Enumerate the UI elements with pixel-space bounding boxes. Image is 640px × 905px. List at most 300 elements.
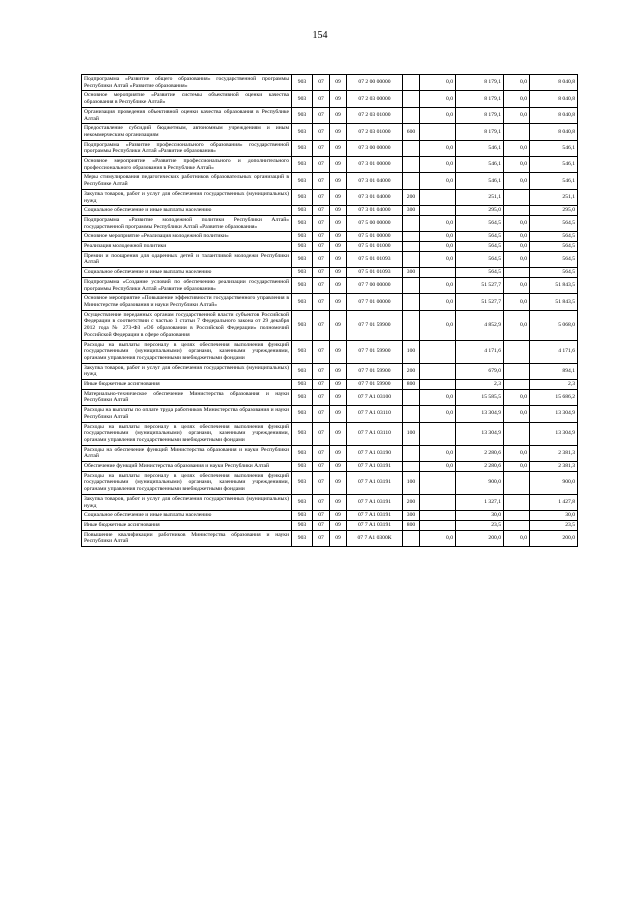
amount-3: 0,0 [504,310,530,340]
amount-4: 564,5 [530,215,578,231]
amount-4: 564,5 [530,232,578,242]
amount-2: 546,1 [456,157,504,173]
subsection-code: 09 [330,157,347,173]
target-code: 07 7 01 59900 [347,363,403,379]
amount-2: 15 585,5 [456,389,504,405]
expense-type-code: 200 [403,494,420,510]
amount-3: 0,0 [504,530,530,546]
amount-1: 0,0 [420,140,456,156]
amount-2: 564,5 [456,232,504,242]
expense-type-code [403,445,420,461]
amount-2: 546,1 [456,173,504,189]
target-code: 07 7 A1 03110 [347,406,403,422]
admin-code: 903 [292,294,313,310]
amount-2: 4 852,9 [456,310,504,340]
table-row [82,310,578,340]
amount-2: 8 179,1 [456,75,504,91]
section-code: 07 [313,268,330,278]
amount-1 [420,494,456,510]
row-name: Основное мероприятие «Повышение эффективности государственного управления в Министерстве образования и науки Республики Алтай» [82,294,292,310]
admin-code: 903 [292,277,313,293]
admin-code: 903 [292,107,313,123]
section-code: 07 [313,232,330,242]
admin-code: 903 [292,206,313,216]
subsection-code: 09 [330,189,347,205]
amount-2: 4 171,6 [456,340,504,363]
subsection-code: 09 [330,389,347,405]
expense-type-code: 200 [403,363,420,379]
admin-code: 903 [292,363,313,379]
target-code: 07 7 A1 03190 [347,445,403,461]
admin-code: 903 [292,91,313,107]
target-code: 07 3 01 04000 [347,189,403,205]
section-code: 07 [313,310,330,340]
subsection-code: 09 [330,511,347,521]
amount-2: 13 304,9 [456,406,504,422]
table-row [82,406,578,422]
admin-code: 903 [292,406,313,422]
expense-type-code [403,75,420,91]
table-row [82,91,578,107]
table-row [82,277,578,293]
budget-table [81,74,578,547]
amount-1: 0,0 [420,277,456,293]
row-name: Повышение квалификации работников Министерства образования и науки Республики Алтай [82,530,292,546]
amount-2: 2,3 [456,380,504,390]
amount-4: 2 381,3 [530,462,578,472]
admin-code: 903 [292,422,313,445]
amount-3: 0,0 [504,445,530,461]
amount-3 [504,422,530,445]
expense-type-code [403,294,420,310]
target-code: 07 7 A1 03100 [347,389,403,405]
section-code: 07 [313,389,330,405]
subsection-code: 09 [330,530,347,546]
row-name: Подпрограмма «Создание условий по обеспечению реализации государственной программы Республики Алтай «Развитие образования» [82,277,292,293]
expense-type-code [403,91,420,107]
amount-4: 8 040,8 [530,107,578,123]
section-code: 07 [313,462,330,472]
table-row [82,206,578,216]
admin-code: 903 [292,530,313,546]
amount-1 [420,206,456,216]
admin-code: 903 [292,189,313,205]
amount-4: 251,1 [530,189,578,205]
target-code: 07 5 01 01093 [347,268,403,278]
section-code: 07 [313,511,330,521]
subsection-code: 09 [330,380,347,390]
amount-1: 0,0 [420,530,456,546]
page-number: 154 [312,30,328,41]
row-name: Меры стимулирования педагогических работников образовательных организаций в Республике Алтай [82,173,292,189]
section-code: 07 [313,277,330,293]
amount-1: 0,0 [420,242,456,252]
row-name: Социальное обеспечение и иные выплаты населению [82,268,292,278]
amount-2: 2 280,6 [456,462,504,472]
row-name: Социальное обеспечение и иные выплаты населению [82,511,292,521]
amount-4: 51 843,5 [530,277,578,293]
admin-code: 903 [292,445,313,461]
table-row [82,494,578,510]
expense-type-code: 300 [403,268,420,278]
table-row [82,242,578,252]
expense-type-code [403,157,420,173]
amount-2: 295,0 [456,206,504,216]
expense-type-code [403,406,420,422]
expense-type-code [403,251,420,267]
amount-3 [504,511,530,521]
target-code: 07 7 01 59900 [347,380,403,390]
amount-2: 8 179,1 [456,91,504,107]
amount-4: 15 686,2 [530,389,578,405]
section-code: 07 [313,124,330,140]
target-code: 07 7 01 59900 [347,310,403,340]
amount-3 [504,363,530,379]
amount-4: 200,0 [530,530,578,546]
amount-2: 564,5 [456,268,504,278]
amount-2: 30,0 [456,511,504,521]
admin-code: 903 [292,340,313,363]
admin-code: 903 [292,380,313,390]
amount-1: 0,0 [420,107,456,123]
table-row [82,380,578,390]
amount-4: 564,5 [530,242,578,252]
table-row [82,462,578,472]
amount-2: 546,1 [456,140,504,156]
expense-type-code: 100 [403,422,420,445]
amount-2: 2 280,6 [456,445,504,461]
target-code: 07 2 00 00000 [347,75,403,91]
subsection-code: 09 [330,242,347,252]
amount-1 [420,511,456,521]
amount-1: 0,0 [420,445,456,461]
amount-3 [504,471,530,494]
row-name: Закупка товаров, работ и услуг для обеспечения государственных (муниципальных) нужд [82,494,292,510]
target-code: 07 5 01 00000 [347,232,403,242]
amount-4: 13 304,9 [530,422,578,445]
amount-1: 0,0 [420,91,456,107]
expense-type-code [403,462,420,472]
table-row [82,530,578,546]
subsection-code: 09 [330,445,347,461]
table-row [82,294,578,310]
subsection-code: 09 [330,232,347,242]
subsection-code: 09 [330,91,347,107]
amount-3 [504,520,530,530]
amount-3: 0,0 [504,173,530,189]
amount-1 [420,422,456,445]
row-name: Расходы на выплаты по оплате труда работников Министерства образования и науки Республики Алтай [82,406,292,422]
subsection-code: 09 [330,124,347,140]
amount-3: 0,0 [504,107,530,123]
expense-type-code: 200 [403,189,420,205]
target-code: 07 3 01 04000 [347,173,403,189]
table-row [82,173,578,189]
target-code: 07 7 01 00000 [347,294,403,310]
target-code: 07 5 00 00000 [347,215,403,231]
amount-1: 0,0 [420,462,456,472]
admin-code: 903 [292,124,313,140]
admin-code: 903 [292,310,313,340]
table-row [82,471,578,494]
expense-type-code: 800 [403,520,420,530]
amount-3: 0,0 [504,406,530,422]
amount-3: 0,0 [504,91,530,107]
row-name: Подпрограмма «Развитие общего образования» государственной программы Республики Алтай «Развитие образования» [82,75,292,91]
amount-4: 546,1 [530,157,578,173]
amount-2: 8 179,1 [456,124,504,140]
subsection-code: 09 [330,107,347,123]
amount-3 [504,206,530,216]
section-code: 07 [313,91,330,107]
amount-2: 13 304,9 [456,422,504,445]
row-name: Подпрограмма «Развитие профессионального образования» государственной программы Республики Алтай «Развитие образования» [82,140,292,156]
amount-3 [504,380,530,390]
amount-3 [504,268,530,278]
row-name: Основное мероприятие «Реализация молодежной политики» [82,232,292,242]
amount-3: 0,0 [504,294,530,310]
section-code: 07 [313,140,330,156]
target-code: 07 7 00 00000 [347,277,403,293]
admin-code: 903 [292,389,313,405]
table-row [82,422,578,445]
subsection-code: 09 [330,494,347,510]
table-row [82,268,578,278]
target-code: 07 2 03 01000 [347,107,403,123]
expense-type-code: 800 [403,380,420,390]
amount-1 [420,268,456,278]
row-name: Осуществление переданных органам государственной власти субъектов Российской Федерации в соответствии с частью 1 статьи 7 Федерального закона от 29 декабря 2012 года № 273-ФЗ «Об образовании в Российской Федерации» полномочий Российской Федерации в сфере образования [82,310,292,340]
target-code: 07 3 01 04000 [347,206,403,216]
subsection-code: 09 [330,75,347,91]
amount-1 [420,363,456,379]
admin-code: 903 [292,494,313,510]
row-name: Иные бюджетные ассигнования [82,520,292,530]
subsection-code: 09 [330,520,347,530]
expense-type-code [403,140,420,156]
section-code: 07 [313,406,330,422]
admin-code: 903 [292,471,313,494]
section-code: 07 [313,380,330,390]
expense-type-code [403,310,420,340]
amount-2: 200,0 [456,530,504,546]
row-name: Предоставление субсидий бюджетным, автономным учреждениям и иным некоммерческим организациям [82,124,292,140]
admin-code: 903 [292,242,313,252]
subsection-code: 09 [330,268,347,278]
section-code: 07 [313,294,330,310]
expense-type-code [403,215,420,231]
admin-code: 903 [292,215,313,231]
amount-4: 546,1 [530,173,578,189]
expense-type-code: 100 [403,471,420,494]
admin-code: 903 [292,140,313,156]
row-name: Реализация молодежной политики [82,242,292,252]
section-code: 07 [313,189,330,205]
section-code: 07 [313,75,330,91]
target-code: 07 7 A1 03191 [347,471,403,494]
table-row [82,107,578,123]
target-code: 07 5 01 01093 [347,251,403,267]
amount-3: 0,0 [504,157,530,173]
amount-3: 0,0 [504,462,530,472]
amount-1 [420,124,456,140]
section-code: 07 [313,242,330,252]
amount-4: 4 171,6 [530,340,578,363]
row-name: Премии и поощрения для одаренных детей и талантливой молодежи Республики Алтай [82,251,292,267]
expense-type-code: 100 [403,340,420,363]
amount-3 [504,124,530,140]
subsection-code: 09 [330,340,347,363]
amount-4: 8 040,8 [530,75,578,91]
table-row [82,445,578,461]
target-code: 07 2 03 01000 [347,124,403,140]
amount-4: 5 068,0 [530,310,578,340]
target-code: 07 7 01 59900 [347,340,403,363]
amount-4: 8 040,8 [530,91,578,107]
table-row [82,511,578,521]
amount-4: 2,3 [530,380,578,390]
subsection-code: 09 [330,206,347,216]
amount-2: 23,5 [456,520,504,530]
amount-1: 0,0 [420,215,456,231]
amount-4: 564,5 [530,268,578,278]
amount-2: 8 179,1 [456,107,504,123]
table-row [82,520,578,530]
amount-1: 0,0 [420,389,456,405]
amount-3: 0,0 [504,242,530,252]
table-row [82,189,578,205]
expense-type-code: 300 [403,206,420,216]
admin-code: 903 [292,232,313,242]
expense-type-code [403,107,420,123]
amount-1: 0,0 [420,75,456,91]
section-code: 07 [313,251,330,267]
table-row [82,140,578,156]
amount-4: 2 381,3 [530,445,578,461]
table-row [82,232,578,242]
amount-4: 30,0 [530,511,578,521]
amount-3: 0,0 [504,232,530,242]
amount-4: 13 304,9 [530,406,578,422]
amount-3: 0,0 [504,389,530,405]
amount-4: 546,1 [530,140,578,156]
table-row [82,363,578,379]
row-name: Обеспечение функций Министерства образования и науки Республики Алтай [82,462,292,472]
amount-4: 900,0 [530,471,578,494]
table-row [82,75,578,91]
target-code: 07 3 01 00000 [347,157,403,173]
admin-code: 903 [292,268,313,278]
subsection-code: 09 [330,140,347,156]
admin-code: 903 [292,157,313,173]
row-name: Закупка товаров, работ и услуг для обеспечения государственных (муниципальных) нужд [82,363,292,379]
subsection-code: 09 [330,294,347,310]
amount-3 [504,189,530,205]
section-code: 07 [313,173,330,189]
table-row [82,157,578,173]
row-name: Расходы на выплаты персоналу в целях обеспечения выполнения функций государственными (муниципальными) органами, казенными учреждениями, органами управления государственными внебюджетными фондами [82,340,292,363]
amount-2: 251,1 [456,189,504,205]
amount-4: 51 843,5 [530,294,578,310]
section-code: 07 [313,363,330,379]
row-name: Подпрограмма «Развитие молодежной политики Республики Алтай» государственной программы Республики Алтай «Развитие образования» [82,215,292,231]
admin-code: 903 [292,173,313,189]
table-body [82,75,578,547]
section-code: 07 [313,530,330,546]
admin-code: 903 [292,75,313,91]
section-code: 07 [313,340,330,363]
amount-2: 564,5 [456,251,504,267]
subsection-code: 09 [330,251,347,267]
row-name: Расходы на выплаты персоналу в целях обеспечения выполнения функций государственными (муниципальными) органами, казенными учреждениями, органами управления государственными внебюджетными фондами [82,471,292,494]
subsection-code: 09 [330,462,347,472]
table-row [82,215,578,231]
row-name: Материально-техническое обеспечение Министерства образования и науки Республики Алтай [82,389,292,405]
amount-1: 0,0 [420,173,456,189]
row-name: Организация проведения объективной оценки качества образования в Республике Алтай [82,107,292,123]
admin-code: 903 [292,511,313,521]
section-code: 07 [313,157,330,173]
table-row [82,251,578,267]
amount-4: 8 040,8 [530,124,578,140]
amount-1: 0,0 [420,310,456,340]
amount-1 [420,189,456,205]
target-code: 07 7 A1 0300К [347,530,403,546]
target-code: 07 2 03 00000 [347,91,403,107]
section-code: 07 [313,494,330,510]
subsection-code: 09 [330,363,347,379]
expense-type-code [403,173,420,189]
row-name: Основное мероприятие «Развитие профессионального и дополнительного профессионального образования в Республике Алтай» [82,157,292,173]
section-code: 07 [313,520,330,530]
target-code: 07 7 A1 03191 [347,462,403,472]
amount-1 [420,471,456,494]
expense-type-code [403,232,420,242]
amount-4: 894,1 [530,363,578,379]
table-row [82,340,578,363]
row-name: Расходы на обеспечение функций Министерства образования и науки Республики Алтай [82,445,292,461]
expense-type-code [403,242,420,252]
amount-2: 564,5 [456,242,504,252]
subsection-code: 09 [330,215,347,231]
target-code: 07 7 A1 03191 [347,520,403,530]
expense-type-code: 300 [403,511,420,521]
expense-type-code [403,277,420,293]
amount-2: 900,0 [456,471,504,494]
admin-code: 903 [292,520,313,530]
amount-1: 0,0 [420,157,456,173]
amount-3: 0,0 [504,75,530,91]
table-row [82,124,578,140]
amount-3: 0,0 [504,277,530,293]
expense-type-code [403,530,420,546]
amount-4: 295,0 [530,206,578,216]
row-name: Иные бюджетные ассигнования [82,380,292,390]
target-code: 07 7 A1 03191 [347,511,403,521]
section-code: 07 [313,215,330,231]
amount-1 [420,520,456,530]
row-name: Расходы на выплаты персоналу в целях обеспечения выполнения функций государственными (муниципальными) органами, казенными учреждениями, органами управления государственными внебюджетными фондами [82,422,292,445]
admin-code: 903 [292,251,313,267]
section-code: 07 [313,107,330,123]
amount-3: 0,0 [504,140,530,156]
admin-code: 903 [292,462,313,472]
table-row [82,389,578,405]
subsection-code: 09 [330,406,347,422]
amount-3 [504,494,530,510]
section-code: 07 [313,471,330,494]
amount-4: 1 427,8 [530,494,578,510]
